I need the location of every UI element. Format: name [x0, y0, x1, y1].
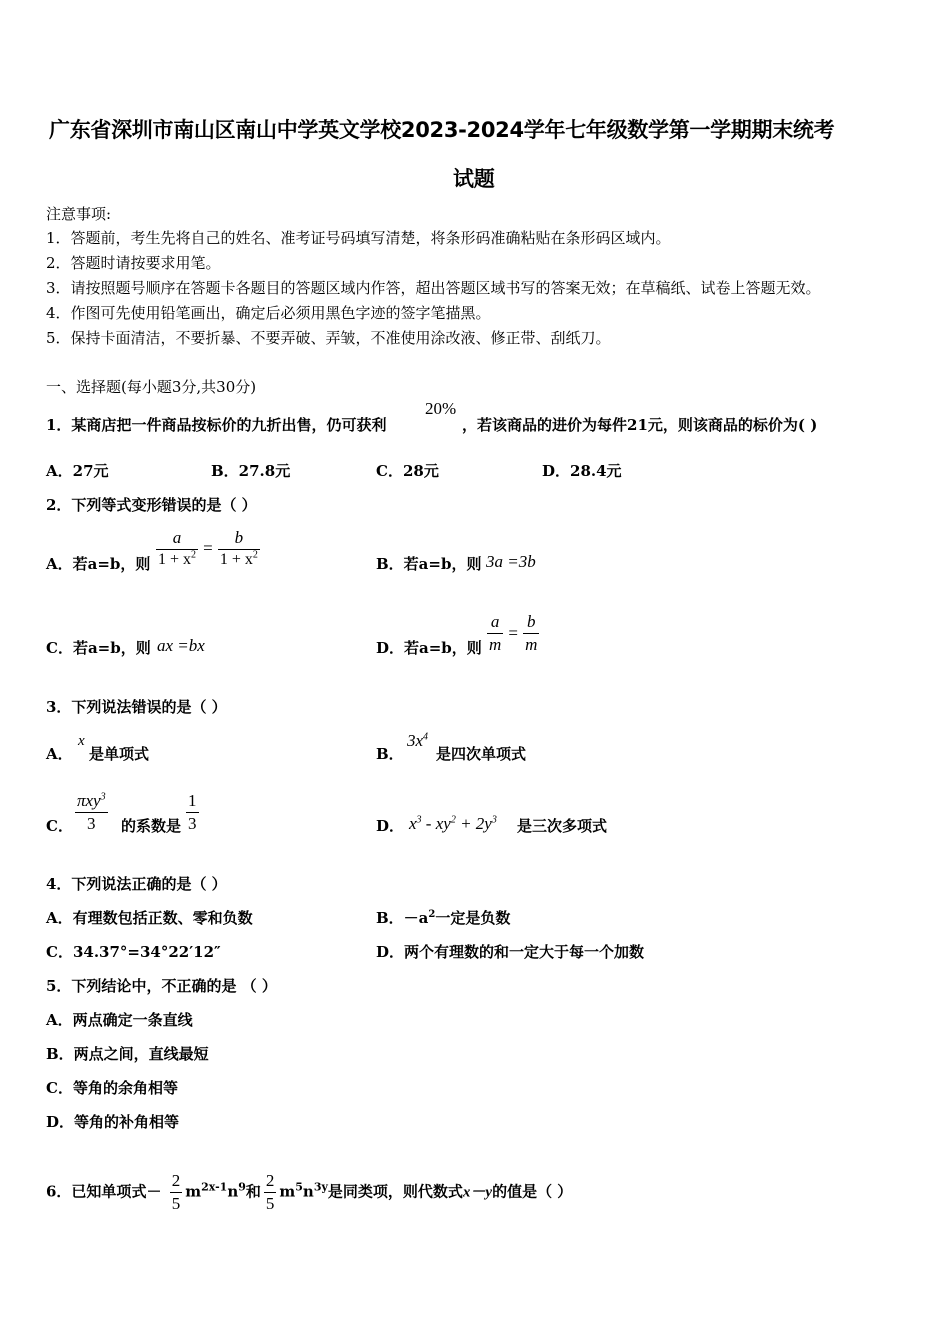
exponent: 2x-1 [201, 1180, 228, 1194]
exponent: 3 [416, 814, 422, 826]
variable-n: n [302, 1182, 314, 1201]
variable-m: m [279, 1182, 296, 1201]
q1-option-b: B．27.8元 [211, 462, 291, 480]
notes-heading: 注意事项: [46, 205, 112, 223]
fraction-numerator: πxy [77, 791, 101, 810]
exponent: 4 [423, 731, 429, 743]
q3-option-c-label: C． [46, 817, 73, 835]
fraction-numerator: b [523, 612, 539, 634]
q5-option-c: C．等角的余角相等 [46, 1079, 178, 1097]
fraction-denominator: 5 [171, 1194, 181, 1213]
note-item: 5．保持卡面清洁，不要折暴、不要弄破、弄皱，不准使用涂改液、修正带、刮纸刀。 [46, 329, 611, 347]
equals-sign: = [203, 538, 213, 558]
q3-option-a-variable: x [78, 733, 85, 749]
exponent: 3 [100, 791, 106, 803]
exponent: 2 [428, 909, 436, 920]
fraction-numerator: b [218, 528, 260, 550]
document-title-line2: 试题 [453, 167, 495, 191]
q2-option-d-expression [487, 612, 539, 655]
stem-text: 6．已知单项式－ [46, 1182, 162, 1201]
q5-option-d: D．等角的补角相等 [46, 1113, 180, 1131]
fraction-numerator: a [156, 528, 198, 550]
note-item: 1．答题前，考生先将自己的姓名、准考证号码填写清楚，将条形码准确粘贴在条形码区域内。 [46, 229, 671, 247]
algebraic-expression: x－y [462, 1184, 493, 1201]
stem-text: 和 [245, 1182, 261, 1201]
q3-option-d-label: D． [376, 817, 405, 835]
stem-text: 的值是（ ） [492, 1182, 573, 1201]
fraction-numerator: a [487, 612, 503, 634]
fraction-denominator: 3 [87, 814, 96, 833]
note-item: 2．答题时请按要求用笔。 [46, 254, 221, 272]
q4-option-c: C．34.37°=34°22′12″ [46, 943, 221, 961]
q6-stem [46, 1171, 572, 1214]
exponent: 2 [450, 814, 456, 826]
q1-option-a: A．27元 [46, 462, 109, 480]
exponent: 2 [252, 549, 258, 561]
q2-option-b-label: B．若a=b，则 [376, 555, 482, 573]
fraction-denominator: 1 + x [158, 551, 192, 568]
q3-option-a-text: 是单项式 [89, 745, 150, 763]
q3-option-c-answer [186, 791, 199, 834]
note-item: 3．请按照题号顺序在答题卡各题目的答题区域内作答，超出答题区域书写的答案无效；在草稿纸、试卷上答题无效。 [46, 279, 821, 297]
q2-option-a-expression [156, 528, 260, 569]
variable-n: n [227, 1182, 239, 1201]
fraction-numerator: 1 [186, 791, 199, 813]
exponent: 3y [313, 1180, 328, 1194]
fraction-denominator: 5 [265, 1194, 275, 1213]
q4-option-b [376, 907, 510, 928]
note-item: 4．作图可先使用铅笔画出，确定后必须用黑色字迹的签字笔描黑。 [46, 304, 491, 322]
option-text: 一定是负数 [435, 909, 511, 927]
fraction-denominator: m [525, 635, 538, 654]
exponent: 2 [191, 549, 197, 561]
q2-option-a-label: A．若a=b，则 [46, 555, 151, 573]
q1-stem-part2: ，若该商品的进价为每件21元，则该商品的标价为( ) [462, 416, 818, 434]
q1-stem-part1: 1．某商店把一件商品按标价的九折出售，仍可获利 [46, 416, 387, 434]
q3-option-d-expression [409, 814, 497, 834]
q5-option-b: B．两点之间，直线最短 [46, 1045, 209, 1063]
q3-stem: 3．下列说法错误的是（ ） [46, 698, 227, 716]
q2-option-c-expression: ax =bx [157, 636, 205, 655]
exponent: 9 [238, 1180, 246, 1194]
q4-stem: 4．下列说法正确的是（ ） [46, 875, 227, 893]
fraction-denominator: m [489, 635, 502, 654]
fraction-denominator: 3 [188, 814, 197, 833]
monomial: 3x [407, 731, 424, 750]
q4-option-a: A．有理数包括正数、零和负数 [46, 909, 253, 927]
q3-option-b-label: B． [376, 745, 404, 763]
term: - xy [421, 814, 451, 833]
q1-option-d: D．28.4元 [542, 462, 622, 480]
q1-option-c: C．28元 [376, 462, 439, 480]
fraction-denominator: 1 + x [219, 551, 253, 568]
q3-option-c-expression [75, 791, 108, 834]
q4-option-d: D．两个有理数的和一定大于每一个加数 [376, 943, 645, 961]
exponent: 3 [491, 814, 497, 826]
q2-stem: 2．下列等式变形错误的是（ ） [46, 496, 257, 514]
stem-text: 是同类项，则代数式 [327, 1182, 463, 1201]
q2-option-c-label: C．若a=b，则 [46, 639, 151, 657]
variable-m: m [185, 1182, 202, 1201]
fraction-numerator: 2 [170, 1171, 183, 1193]
q3-option-c-text: 的系数是 [121, 817, 182, 835]
term: x [409, 814, 417, 833]
document-title-line1: 广东省深圳市南山区南山中学英文学校2023-2024学年七年级数学第一学期期末统考 [49, 118, 835, 142]
q5-stem: 5．下列结论中，不正确的是 （ ） [46, 977, 277, 995]
option-text: B．－a [376, 909, 429, 927]
q1-percent: 20% [425, 399, 457, 418]
q3-option-b-text: 是四次单项式 [436, 745, 527, 763]
term: + 2y [455, 814, 492, 833]
q3-option-b-expression [407, 731, 428, 751]
section-heading: 一、选择题(每小题3分,共30分) [46, 378, 257, 396]
q3-option-a-label: A． [46, 745, 73, 763]
q2-option-d-label: D．若a=b，则 [376, 639, 482, 657]
q2-option-b-expression: 3a =3b [486, 552, 536, 571]
fraction-numerator: 2 [264, 1171, 277, 1193]
exponent: 5 [295, 1180, 303, 1194]
q3-option-d-text: 是三次多项式 [517, 817, 608, 835]
q5-option-a: A．两点确定一条直线 [46, 1011, 193, 1029]
equals-sign: = [508, 623, 518, 643]
